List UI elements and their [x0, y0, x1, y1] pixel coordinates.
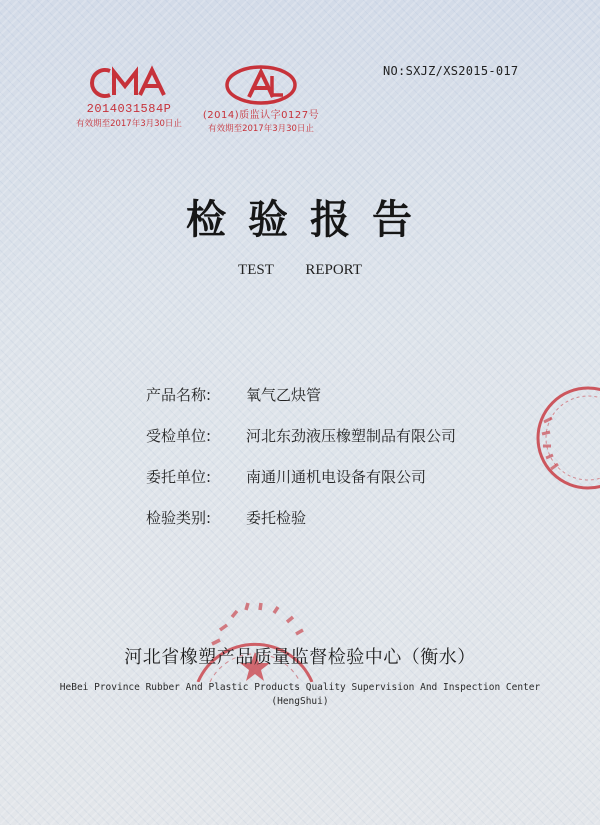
report-number: NO:SXJZ/XS2015-017: [383, 64, 519, 78]
field-label: 检验类别:: [146, 509, 212, 527]
inspection-center-name-chinese: 河北省橡塑产品质量监督检验中心（衡水）: [124, 647, 476, 668]
field-value: 委托检验: [246, 509, 307, 527]
cal-number: (2014)质监认字0127号: [202, 110, 320, 121]
cal-validity: 有效期至2017年3月30日止: [208, 124, 314, 134]
field-label: 委托单位:: [146, 468, 212, 486]
field-inspected-unit: [146, 425, 456, 446]
center-en-line2: (HengShui): [271, 696, 329, 707]
cal-logo-icon: [223, 64, 299, 106]
field-label: 产品名称:: [146, 386, 212, 404]
cma-number: 2014031584P: [86, 102, 172, 116]
cma-logo-icon: [88, 64, 170, 102]
field-value: 河北东劲液压橡塑制品有限公司: [246, 427, 457, 445]
report-title-english: TEST REPORT: [238, 262, 362, 278]
inspection-center-name-english: [0, 681, 600, 709]
field-label: 受检单位:: [146, 427, 212, 445]
cma-validity: 有效期至2017年3月30日止: [76, 119, 182, 129]
report-title-chinese: 检验报告: [186, 196, 434, 243]
center-en-line1: HeBei Province Rubber And Plastic Products Quality Supervision And Inspection Center: [59, 682, 541, 693]
field-product-name: [146, 384, 321, 405]
field-client-unit: [146, 466, 426, 487]
field-value: 氧气乙炔管: [246, 386, 322, 404]
cal-certification: [196, 64, 326, 134]
field-value: 南通川通机电设备有限公司: [246, 468, 427, 486]
cma-certification: [74, 64, 184, 129]
edge-seal-icon: [532, 382, 600, 494]
field-inspection-type: [146, 507, 306, 528]
